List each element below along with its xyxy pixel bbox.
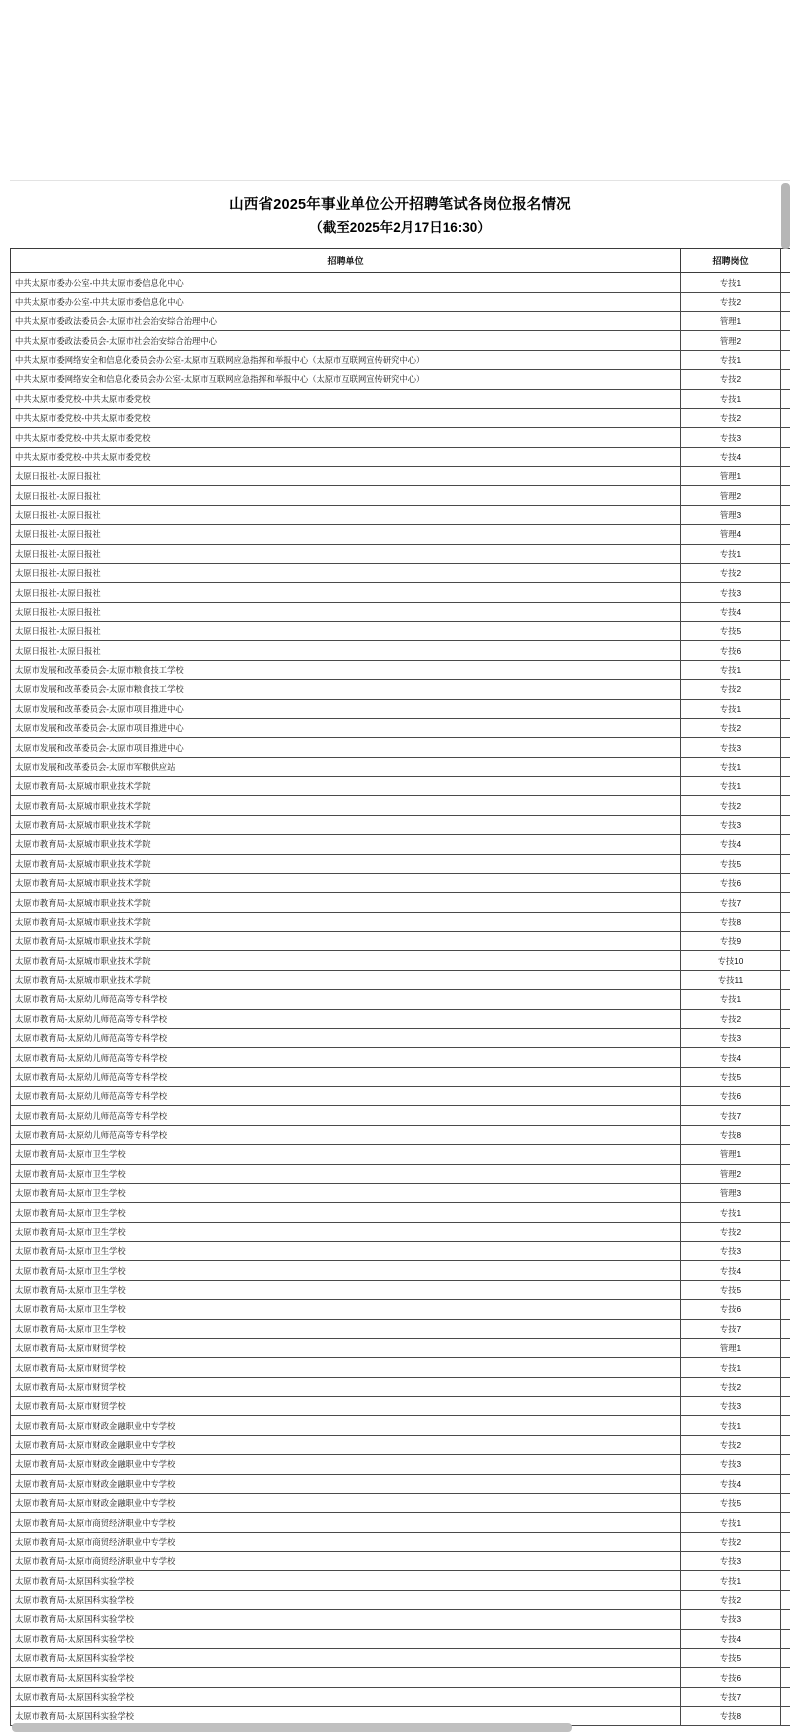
cell-post: 专技2 [681,563,781,582]
cell-unit: 太原市教育局-太原市商贸经济职业中专学校 [11,1513,681,1532]
cell-post: 管理3 [681,1183,781,1202]
cell-unit: 太原市教育局-太原市卫生学校 [11,1261,681,1280]
cell-post: 专技4 [681,1629,781,1648]
cell-unit: 中共太原市委网络安全和信息化委员会办公室-太原市互联网应急指挥和举报中心（太原市互联网宣传研究中心） [11,350,681,369]
cell-post: 管理1 [681,467,781,486]
table-row [11,777,791,796]
cell-post: 专技3 [681,815,781,834]
table-row [11,1028,791,1047]
horizontal-scroll-thumb[interactable] [12,1723,572,1732]
cell-unit: 太原日报社-太原日报社 [11,505,681,524]
table-row [11,292,791,311]
cell-unit: 太原市教育局-太原城市职业技术学院 [11,932,681,951]
page-subtitle: （截至2025年2月17日16:30） [309,219,491,235]
cell-post: 专技3 [681,738,781,757]
table-row [11,1629,791,1648]
table-row [11,370,791,389]
cell-unit: 太原市教育局-太原幼儿师范高等专科学校 [11,1067,681,1086]
cell-unit: 中共太原市委党校-中共太原市委党校 [11,428,681,447]
cell-post: 专技8 [681,1125,781,1144]
cell-post: 专技6 [681,1300,781,1319]
table-row [11,1222,791,1241]
table-row [11,1067,791,1086]
table-row [11,699,791,718]
cell-post: 专技5 [681,1493,781,1512]
cell-unit: 太原市教育局-太原城市职业技术学院 [11,796,681,815]
cell-post: 专技2 [681,1222,781,1241]
page-title: 山西省2025年事业单位公开招聘笔试各岗位报名情况 [229,197,571,213]
table-row [11,893,791,912]
table-row [11,1590,791,1609]
table-row [11,1513,791,1532]
cell-unit: 太原日报社-太原日报社 [11,563,681,582]
cell-unit: 太原市教育局-太原国科实验学校 [11,1707,681,1726]
table-row [11,563,791,582]
cell-unit: 中共太原市委办公室-中共太原市委信息化中心 [11,273,681,292]
cell-post: 专技3 [681,1455,781,1474]
cell-unit: 太原日报社-太原日报社 [11,544,681,563]
column-header-unit[interactable]: 招聘单位 [11,249,681,273]
cell-unit: 中共太原市委网络安全和信息化委员会办公室-太原市互联网应急指挥和举报中心（太原市互联网宣传研究中心） [11,370,681,389]
table-row [11,660,791,679]
table-row [11,1648,791,1667]
cell-post: 专技3 [681,1028,781,1047]
table-row [11,757,791,776]
cell-unit: 太原市教育局-太原城市职业技术学院 [11,951,681,970]
table-row [11,1455,791,1474]
table-row [11,1493,791,1512]
table-row [11,1183,791,1202]
table-row [11,1106,791,1125]
document-canvas [10,181,790,1726]
cell-post: 专技2 [681,796,781,815]
cell-post: 专技10 [681,951,781,970]
table-row [11,389,791,408]
table-row [11,641,791,660]
cell-unit: 太原市发展和改革委员会-太原市项目推进中心 [11,699,681,718]
table-row [11,331,791,350]
document-title-block [10,181,790,248]
cell-post: 专技6 [681,1668,781,1687]
cell-unit: 中共太原市委党校-中共太原市委党校 [11,389,681,408]
table-row [11,932,791,951]
table-row [11,1261,791,1280]
cell-post: 专技1 [681,1571,781,1590]
table-row [11,815,791,834]
cell-unit: 太原日报社-太原日报社 [11,622,681,641]
cell-unit: 中共太原市委政法委员会-太原市社会治安综合治理中心 [11,312,681,331]
column-header-post[interactable]: 招聘岗位 [681,249,781,273]
cell-post: 专技1 [681,1358,781,1377]
table-row [11,1532,791,1551]
table-row [11,718,791,737]
cell-post: 专技3 [681,428,781,447]
table-row [11,1377,791,1396]
cell-post: 专技1 [681,990,781,1009]
cell-post: 专技5 [681,854,781,873]
table-row [11,1668,791,1687]
cell-post: 专技5 [681,1648,781,1667]
table-header [11,249,791,273]
cell-post: 专技6 [681,1087,781,1106]
table-row [11,1009,791,1028]
cell-unit: 太原市教育局-太原市卫生学校 [11,1280,681,1299]
cell-unit: 中共太原市委党校-中共太原市委党校 [11,447,681,466]
cell-post: 专技1 [681,777,781,796]
cell-unit: 太原市教育局-太原城市职业技术学院 [11,854,681,873]
table-row [11,1125,791,1144]
cell-post: 专技4 [681,1474,781,1493]
table-row [11,1319,791,1338]
cell-post: 专技1 [681,1513,781,1532]
cell-post: 专技4 [681,447,781,466]
cell-post: 专技1 [681,660,781,679]
cell-post: 专技7 [681,1106,781,1125]
table-row [11,951,791,970]
cell-post: 专技9 [681,932,781,951]
cell-post: 专技2 [681,1435,781,1454]
cell-post: 管理1 [681,1145,781,1164]
cell-unit: 太原市教育局-太原幼儿师范高等专科学校 [11,1125,681,1144]
page-top-gutter [0,0,800,180]
table-row [11,970,791,989]
cell-unit: 太原市教育局-太原市卫生学校 [11,1183,681,1202]
vertical-scrollbar[interactable] [781,181,790,1734]
cell-post: 专技7 [681,1319,781,1338]
table-row [11,1164,791,1183]
table-row [11,1203,791,1222]
cell-post: 专技1 [681,757,781,776]
table-row [11,408,791,427]
table-row [11,990,791,1009]
table-row [11,1571,791,1590]
registration-table [10,248,790,1726]
cell-unit: 太原市教育局-太原市卫生学校 [11,1164,681,1183]
cell-post: 专技5 [681,1280,781,1299]
table-row [11,1145,791,1164]
table-row [11,1687,791,1706]
cell-post: 专技2 [681,1377,781,1396]
cell-unit: 太原日报社-太原日报社 [11,467,681,486]
document-viewport[interactable] [10,180,790,1734]
cell-unit: 太原市教育局-太原市卫生学校 [11,1145,681,1164]
cell-post: 管理2 [681,1164,781,1183]
cell-unit: 太原日报社-太原日报社 [11,486,681,505]
cell-unit: 太原市教育局-太原市财政金融职业中专学校 [11,1474,681,1493]
cell-unit: 太原市教育局-太原国科实验学校 [11,1610,681,1629]
table-row [11,1358,791,1377]
cell-post: 专技1 [681,350,781,369]
cell-unit: 太原市教育局-太原城市职业技术学院 [11,777,681,796]
cell-unit: 太原市教育局-太原市商贸经济职业中专学校 [11,1532,681,1551]
cell-post: 专技1 [681,389,781,408]
cell-unit: 太原市发展和改革委员会-太原市粮食技工学校 [11,680,681,699]
table-header-row [11,249,791,273]
cell-post: 管理2 [681,486,781,505]
table-row [11,1338,791,1357]
table-row [11,583,791,602]
table-row [11,738,791,757]
table-row [11,273,791,292]
cell-post: 专技2 [681,1590,781,1609]
table-row [11,544,791,563]
table-row [11,680,791,699]
cell-post: 专技6 [681,873,781,892]
table-row [11,1280,791,1299]
cell-unit: 中共太原市委办公室-中共太原市委信息化中心 [11,292,681,311]
cell-unit: 太原市教育局-太原城市职业技术学院 [11,970,681,989]
cell-unit: 太原市教育局-太原市卫生学校 [11,1222,681,1241]
cell-unit: 太原市教育局-太原幼儿师范高等专科学校 [11,1106,681,1125]
table-row [11,428,791,447]
cell-unit: 太原市教育局-太原市财政金融职业中专学校 [11,1493,681,1512]
cell-post: 专技2 [681,1532,781,1551]
cell-unit: 太原市教育局-太原国科实验学校 [11,1571,681,1590]
cell-post: 管理3 [681,505,781,524]
cell-post: 专技2 [681,680,781,699]
table-row [11,1048,791,1067]
table-row [11,1087,791,1106]
cell-unit: 太原市教育局-太原市财贸学校 [11,1377,681,1396]
cell-unit: 太原市教育局-太原幼儿师范高等专科学校 [11,990,681,1009]
table-row [11,1435,791,1454]
cell-unit: 太原市教育局-太原市财贸学校 [11,1397,681,1416]
table-row [11,350,791,369]
cell-unit: 中共太原市委党校-中共太原市委党校 [11,408,681,427]
cell-post: 专技2 [681,718,781,737]
table-row [11,447,791,466]
cell-post: 管理2 [681,331,781,350]
cell-unit: 太原市教育局-太原城市职业技术学院 [11,873,681,892]
cell-unit: 太原市教育局-太原市卫生学校 [11,1300,681,1319]
table-row [11,1242,791,1261]
cell-unit: 太原市教育局-太原市商贸经济职业中专学校 [11,1552,681,1571]
cell-unit: 太原市教育局-太原市财政金融职业中专学校 [11,1416,681,1435]
cell-unit: 太原市教育局-太原市财贸学校 [11,1338,681,1357]
table-row [11,505,791,524]
cell-unit: 太原市发展和改革委员会-太原市项目推进中心 [11,738,681,757]
cell-post: 专技3 [681,583,781,602]
table-row [11,622,791,641]
cell-post: 专技4 [681,835,781,854]
table-row [11,1474,791,1493]
cell-post: 专技8 [681,1707,781,1726]
cell-unit: 太原市教育局-太原市财贸学校 [11,1358,681,1377]
cell-unit: 太原市教育局-太原城市职业技术学院 [11,835,681,854]
table-row [11,1300,791,1319]
table-row [11,467,791,486]
cell-unit: 太原市教育局-太原幼儿师范高等专科学校 [11,1087,681,1106]
cell-unit: 太原市教育局-太原市财政金融职业中专学校 [11,1435,681,1454]
cell-unit: 中共太原市委政法委员会-太原市社会治安综合治理中心 [11,331,681,350]
cell-post: 专技2 [681,1009,781,1028]
cell-post: 专技4 [681,1048,781,1067]
cell-post: 专技1 [681,1203,781,1222]
cell-post: 专技2 [681,292,781,311]
cell-unit: 太原市教育局-太原国科实验学校 [11,1629,681,1648]
cell-post: 专技1 [681,699,781,718]
cell-post: 专技2 [681,408,781,427]
cell-post: 管理1 [681,312,781,331]
cell-post: 管理4 [681,525,781,544]
cell-post: 专技3 [681,1242,781,1261]
table-row [11,486,791,505]
vertical-scroll-thumb[interactable] [781,183,790,249]
table-row [11,1552,791,1571]
cell-post: 专技3 [681,1610,781,1629]
cell-unit: 太原市教育局-太原国科实验学校 [11,1590,681,1609]
cell-unit: 太原市教育局-太原城市职业技术学院 [11,815,681,834]
cell-unit: 太原市教育局-太原国科实验学校 [11,1668,681,1687]
cell-post: 专技2 [681,370,781,389]
table-body [11,273,791,1726]
cell-post: 专技3 [681,1397,781,1416]
cell-unit: 太原市发展和改革委员会-太原市项目推进中心 [11,718,681,737]
cell-post: 专技11 [681,970,781,989]
horizontal-scrollbar[interactable] [10,1723,780,1732]
cell-post: 专技3 [681,1552,781,1571]
cell-unit: 太原市教育局-太原城市职业技术学院 [11,893,681,912]
cell-unit: 太原市教育局-太原幼儿师范高等专科学校 [11,1048,681,1067]
cell-post: 专技1 [681,273,781,292]
cell-unit: 太原市教育局-太原国科实验学校 [11,1687,681,1706]
cell-post: 专技1 [681,544,781,563]
cell-post: 专技5 [681,622,781,641]
cell-post: 专技4 [681,1261,781,1280]
cell-post: 专技6 [681,641,781,660]
cell-post: 专技4 [681,602,781,621]
cell-unit: 太原市教育局-太原城市职业技术学院 [11,912,681,931]
cell-post: 专技5 [681,1067,781,1086]
cell-unit: 太原市教育局-太原幼儿师范高等专科学校 [11,1009,681,1028]
cell-unit: 太原市教育局-太原市卫生学校 [11,1242,681,1261]
cell-post: 专技7 [681,1687,781,1706]
cell-unit: 太原日报社-太原日报社 [11,602,681,621]
table-row [11,602,791,621]
table-row [11,1416,791,1435]
table-row [11,1610,791,1629]
cell-unit: 太原日报社-太原日报社 [11,641,681,660]
table-row [11,525,791,544]
cell-unit: 太原市教育局-太原市卫生学校 [11,1203,681,1222]
table-row [11,912,791,931]
cell-post: 管理1 [681,1338,781,1357]
table-row [11,312,791,331]
cell-unit: 太原市教育局-太原幼儿师范高等专科学校 [11,1028,681,1047]
cell-post: 专技1 [681,1416,781,1435]
cell-unit: 太原日报社-太原日报社 [11,525,681,544]
cell-unit: 太原市教育局-太原国科实验学校 [11,1648,681,1667]
cell-post: 专技7 [681,893,781,912]
cell-unit: 太原市发展和改革委员会-太原市军粮供应站 [11,757,681,776]
cell-unit: 太原市发展和改革委员会-太原市粮食技工学校 [11,660,681,679]
cell-unit: 太原市教育局-太原市财政金融职业中专学校 [11,1455,681,1474]
table-row [11,1397,791,1416]
table-row [11,873,791,892]
cell-post: 专技8 [681,912,781,931]
table-row [11,854,791,873]
table-row [11,835,791,854]
cell-unit: 太原市教育局-太原市卫生学校 [11,1319,681,1338]
cell-unit: 太原日报社-太原日报社 [11,583,681,602]
table-row [11,796,791,815]
